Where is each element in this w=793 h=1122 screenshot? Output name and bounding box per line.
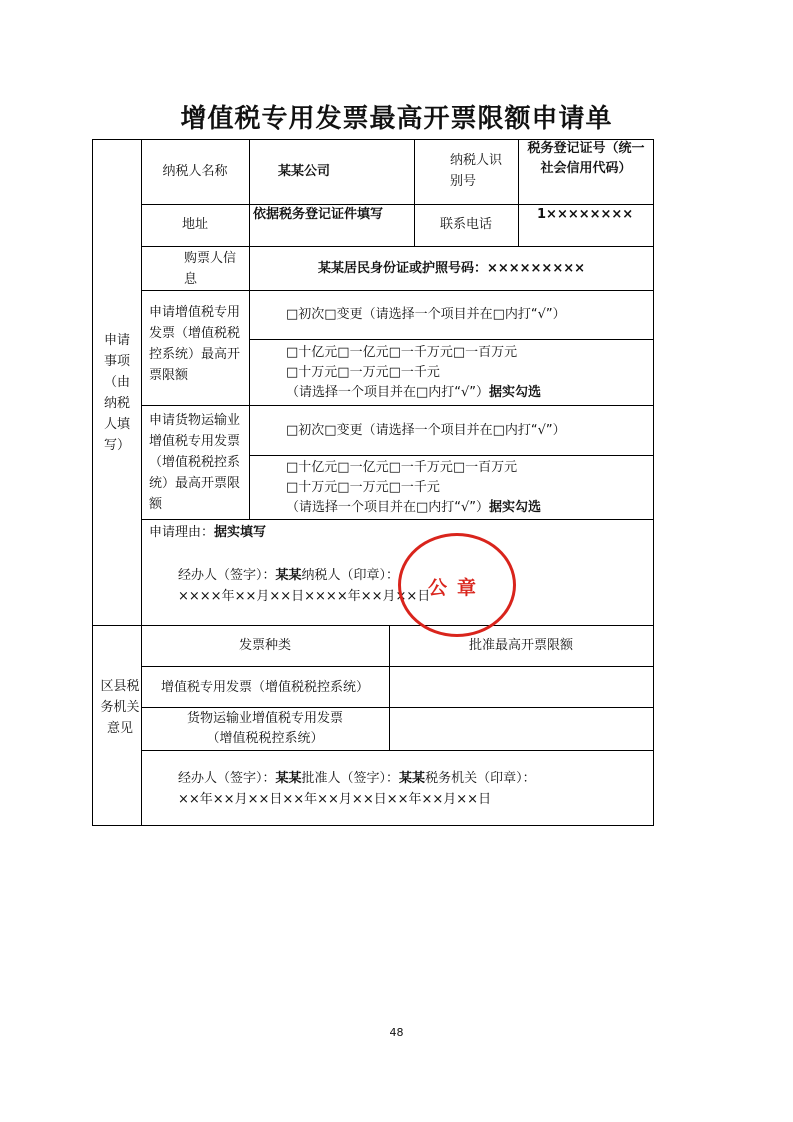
table-border-left [92,139,93,826]
col-divider [249,290,250,520]
review-date-line: ××年××月××日××年××月××日××年××月××日 [178,792,492,807]
vat-choice-type: □初次□变更（请选择一个项目并在□内打“√”） [286,307,566,322]
freight-invoice-type-line2: （增值税税控系统） [206,731,324,746]
table-border-right [653,139,654,826]
form-title: 增值税专用发票最高开票限额申请单 [180,104,613,134]
table-border-bottom [92,825,654,826]
row-divider [141,666,654,667]
handler-value: 某某 [275,771,302,786]
freight-choice-type: □初次□变更（请选择一个项目并在□内打“√”） [286,423,566,438]
review-signature-line [178,768,648,789]
review-side-label: 区县税务机关意见 [100,679,140,736]
company-seal-text: 公章 [428,577,487,599]
freight-amounts-line1: □十亿元□一亿元□一千万元□一百万元 [286,460,518,475]
reason-value: 据实填写 [214,525,267,540]
vat-amounts-note [286,382,652,403]
taxpayer-name-label: 纳税人名称 [162,164,228,179]
row-divider [141,290,654,291]
handler-label: 经办人（签字）： [178,771,276,786]
reason-label: 申请理由： [149,525,215,540]
taxpayer-seal-label: 纳税人（印章）： [301,568,400,583]
tax-registration-value: 税务登记证号（统一社会信用代码） [527,141,645,176]
vat-invoice-type: 增值税专用发票（增值税税控系统） [160,680,369,695]
vat-limit-label: 申请增值税专用发票（增值税税控系统）最高开票限额 [149,305,241,383]
freight-amounts-note [286,497,652,518]
handler-label: 经办人（签字）： [178,568,276,583]
note-bold-text: 据实勾选 [489,500,542,515]
address-value: 依据税务登记证件填写 [253,207,384,222]
freight-invoice-type-line1: 货物运输业增值税专用发票 [186,711,343,726]
freight-amounts-line2: □十万元□一万元□一千元 [286,480,440,495]
freight-limit-label: 申请货物运输业增值税专用发票（增值税税控系统）最高开票限额 [149,413,241,512]
taxpayer-name-value: 某某公司 [278,164,331,179]
row-divider [249,339,654,340]
buyer-info-label: 购票人信息 [184,251,237,287]
note-text: （请选择一个项目并在□内打“√”） [286,385,490,400]
row-divider [249,455,654,456]
col-approved-limit: 批准最高开票限额 [468,638,573,653]
approver-label: 批准人（签字）： [301,771,400,786]
col-divider [518,139,519,247]
note-bold-text: 据实勾选 [489,385,542,400]
buyer-info-value: 某某居民身份证或护照号码：××××××××× [317,261,586,276]
section-divider [92,625,654,626]
note-text: （请选择一个项目并在□内打“√”） [286,500,490,515]
apply-side-label: 申请事项（由纳税人填写） [104,333,131,453]
phone-label: 联系电话 [439,217,492,232]
row-divider [141,750,654,751]
approver-value: 某某 [399,771,426,786]
row-divider [141,519,654,520]
col-invoice-type: 发票种类 [238,638,291,653]
vat-amounts-line2: □十万元□一万元□一千元 [286,365,440,380]
apply-date-line: ××××年××月××日××××年××月××日 [178,589,431,604]
address-label: 地址 [181,217,208,232]
vat-amounts-line1: □十亿元□一亿元□一千万元□一百万元 [286,345,518,360]
row-divider [141,246,654,247]
page-number: 48 [389,1026,404,1039]
phone-value: 1×××××××× [537,207,634,222]
handler-value: 某某 [275,568,302,583]
taxpayer-id-label: 纳税人识别号 [450,153,503,189]
reason-line [149,522,449,543]
tax-office-seal-label: 税务机关（印章）： [425,771,536,786]
row-divider [141,405,654,406]
